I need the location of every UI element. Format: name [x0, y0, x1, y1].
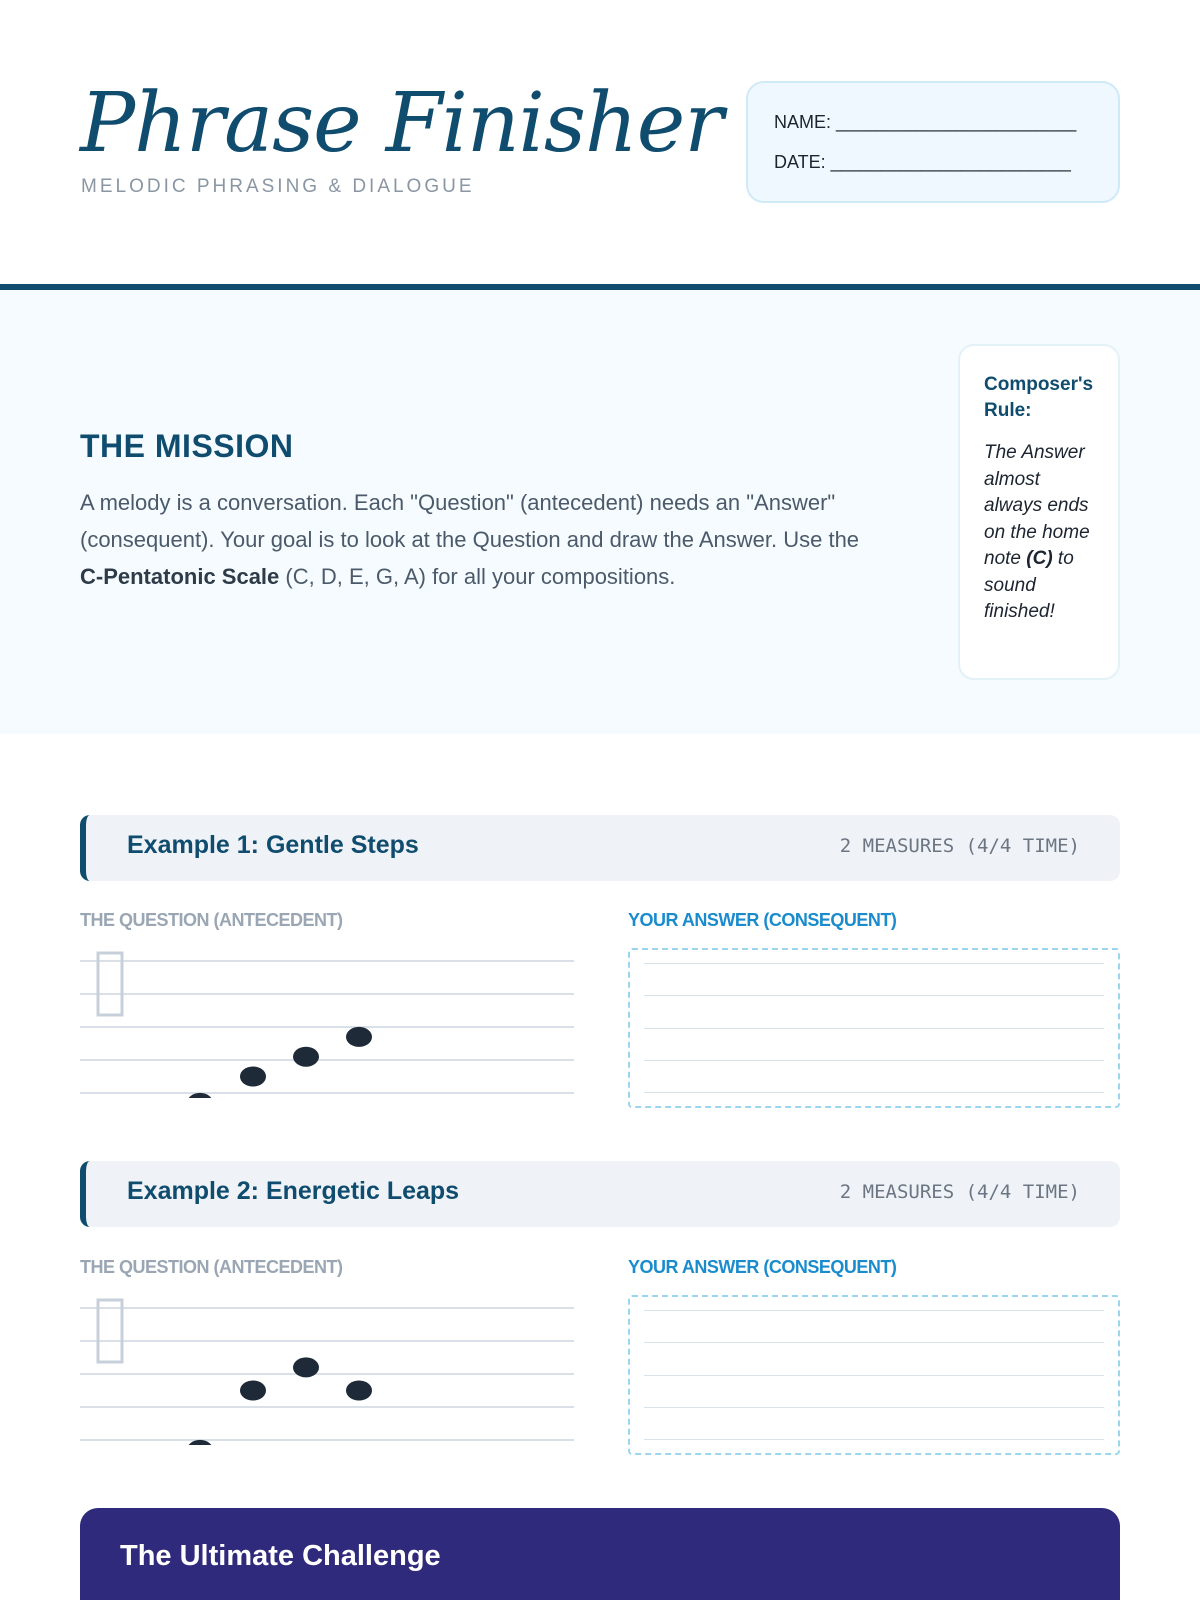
example-1-answer-label: YOUR ANSWER (CONSEQUENT): [628, 910, 897, 930]
answer-staff-line: [644, 1439, 1104, 1440]
rule-text-home-note: (C): [1026, 548, 1053, 569]
note-head: [240, 1067, 266, 1087]
answer-staff-line: [644, 1092, 1104, 1093]
name-field[interactable]: NAME: ________________________: [774, 112, 1077, 132]
challenge-title: The Ultimate Challenge: [120, 1540, 441, 1572]
example-2-answer-label: YOUR ANSWER (CONSEQUENT): [628, 1257, 897, 1277]
worksheet-subtitle: MELODIC PHRASING & DIALOGUE: [81, 176, 475, 197]
clef-placeholder-icon: [98, 1300, 122, 1362]
worksheet-title: Phrase Finisher: [80, 76, 723, 171]
mission-text: [80, 484, 880, 595]
example-1-title: Example 1: Gentle Steps: [127, 831, 419, 859]
example-1-header: [80, 815, 1120, 881]
clef-placeholder-icon: [98, 953, 122, 1015]
mission-text-start: A melody is a conversation. Each "Question" (antecedent) needs an "Answer" (consequent). Your goal is to look at the Question and draw the Answer. Use the: [80, 490, 860, 552]
note-head: [240, 1381, 266, 1401]
example-1-meta: 2 MEASURES (4/4 TIME): [839, 835, 1080, 857]
example-1-question-label: THE QUESTION (ANTECEDENT): [80, 910, 343, 930]
answer-staff-line: [644, 1407, 1104, 1408]
example-1-question-staff: [80, 948, 574, 1098]
worksheet-header: [0, 0, 1200, 284]
rule-text-end: to sound finished!: [984, 548, 1074, 622]
name-date-box: [746, 81, 1120, 203]
example-2-question-label: THE QUESTION (ANTECEDENT): [80, 1257, 343, 1277]
mission-text-end: (C, D, E, G, A) for all your compositions.: [279, 564, 676, 589]
ultimate-challenge-panel: [80, 1508, 1120, 1600]
answer-staff-line: [644, 1375, 1104, 1376]
example-2-header: [80, 1161, 1120, 1227]
composers-rule-card: [958, 344, 1120, 680]
answer-staff-line: [644, 995, 1104, 996]
rule-text-start: The Answer almost always ends on the home note: [984, 442, 1090, 569]
example-1-answer-area[interactable]: [628, 948, 1120, 1108]
answer-staff-line: [644, 1060, 1104, 1061]
note-head: [346, 1381, 372, 1401]
answer-staff-line: [644, 1342, 1104, 1343]
mission-text-scale: C-Pentatonic Scale: [80, 564, 280, 589]
example-2-question-staff: [80, 1295, 574, 1445]
rule-title: Composer's Rule:: [984, 374, 1094, 421]
note-head: [293, 1357, 319, 1377]
example-2-meta: 2 MEASURES (4/4 TIME): [839, 1181, 1080, 1203]
example-2-answer-area[interactable]: [628, 1295, 1120, 1455]
date-field[interactable]: DATE: ________________________: [774, 152, 1071, 172]
note-head: [293, 1047, 319, 1067]
rule-body: [984, 440, 1094, 626]
answer-staff-line: [644, 1028, 1104, 1029]
mission-section: [0, 290, 1200, 734]
mission-heading: THE MISSION: [80, 428, 294, 464]
answer-staff-line: [644, 1310, 1104, 1311]
example-2-title: Example 2: Energetic Leaps: [127, 1177, 460, 1205]
note-head: [346, 1027, 372, 1047]
answer-staff-line: [644, 963, 1104, 964]
